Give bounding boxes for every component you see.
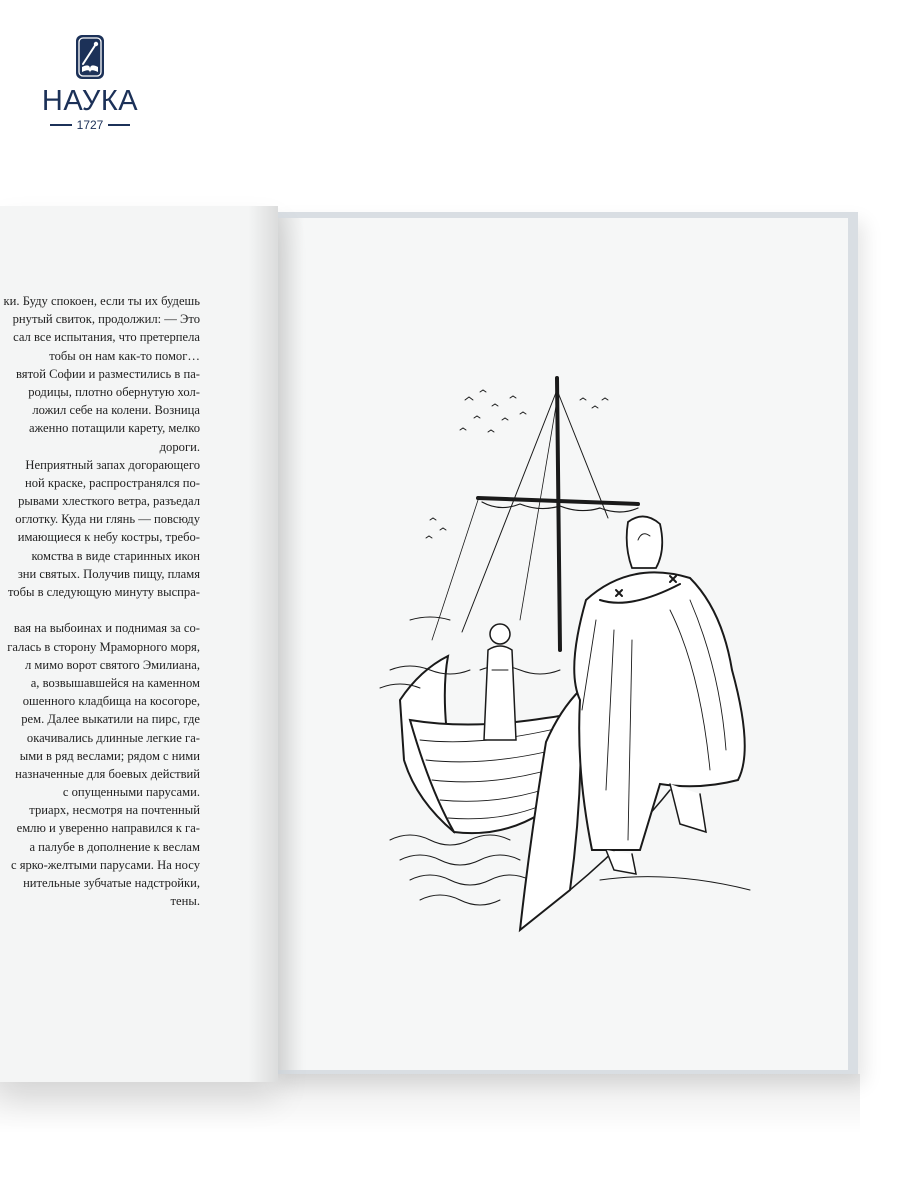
text-line: рем. Далее выкатили на пирс, где: [21, 712, 200, 727]
left-page-text: [0, 292, 200, 910]
text-line: емлю и уверенно направился к га-: [16, 821, 200, 836]
text-line: дороги.: [159, 439, 200, 454]
text-line: [0, 601, 200, 619]
book-shadow: [0, 1074, 860, 1134]
text-line: галась в сторону Мраморного моря,: [7, 639, 200, 654]
text-line: аженно потащили карету, мелко: [28, 421, 200, 436]
text-line: ложил себе на колени. Возница: [32, 403, 200, 418]
text-line: назначенные для боевых действий: [15, 766, 200, 781]
text-line: а, возвышавшейся на каменном: [30, 675, 200, 690]
text-line: л мимо ворот святого Эмилиана,: [24, 657, 200, 672]
text-line: имающиеся к небу костры, требо-: [17, 530, 200, 545]
text-line: Неприятный запах догорающего: [25, 457, 200, 472]
text-line: окачивались длинные легкие га-: [26, 730, 200, 745]
text-line: а палубе в дополнение к веслам: [29, 839, 200, 854]
left-page: [0, 206, 278, 1082]
text-line: ошенного кладбища на косогоре,: [22, 694, 200, 709]
sailboat-saint-illustration-icon: [370, 370, 780, 960]
text-line: триарх, несмотря на почтенный: [29, 803, 200, 818]
text-line: с опущенными парусами.: [62, 785, 200, 800]
text-line: ыми в ряд веслами; рядом с ними: [19, 748, 200, 763]
text-line: рнутый свиток, продолжил: — Это: [12, 312, 200, 327]
text-line: ной краске, распространялся по-: [24, 475, 200, 490]
text-line: тобы он нам как-то помог…: [49, 348, 200, 363]
text-line: вятой Софии и разместились в па-: [16, 366, 200, 381]
publisher-year: 1727: [76, 118, 104, 132]
text-line: вая на выбоинах и поднимая за со-: [13, 621, 200, 636]
text-line: ки. Буду спокоен, если ты их будешь: [3, 294, 200, 308]
publisher-name: НАУКА: [41, 85, 139, 117]
text-line: рывами хлесткого ветра, разъедал: [18, 494, 200, 509]
text-line: нительные зубчатые надстройки,: [23, 876, 200, 890]
text-line: сал все испытания, что претерпела: [13, 330, 200, 345]
text-line: зни святых. Получив пищу, пламя: [17, 566, 200, 581]
text-line: комства в виде старинных икон: [31, 548, 200, 563]
text-line: с ярко-желтыми парусами. На носу: [10, 857, 200, 872]
text-line: оглотку. Куда ни глянь — повсюду: [15, 512, 200, 527]
text-line: тобы в следующую минуту выспра-: [7, 585, 200, 599]
text-line: тены.: [170, 894, 200, 909]
text-line: родицы, плотно обернутую хол-: [28, 384, 200, 399]
